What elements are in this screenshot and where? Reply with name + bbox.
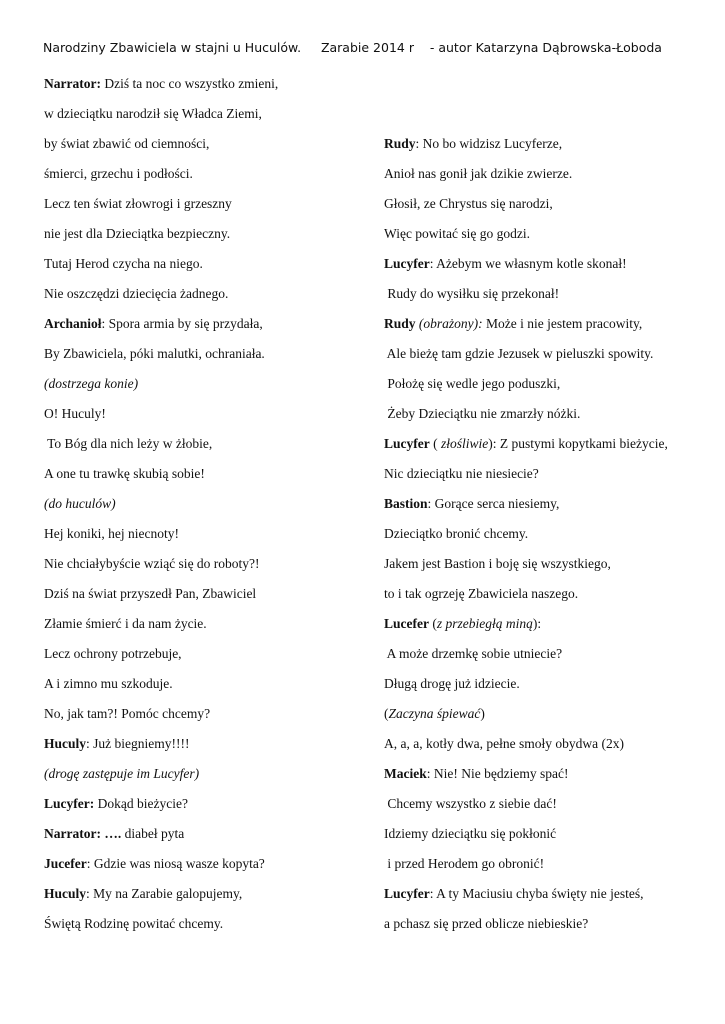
script-line: [384, 794, 714, 824]
script-line: [384, 104, 714, 134]
line-text: (: [429, 436, 441, 451]
speaker-name: Lucyfer: [384, 886, 430, 901]
script-line: [44, 344, 374, 374]
line-text: : Spora armia by się przydała,: [101, 316, 263, 331]
line-text: : Gorące serca niesiemy,: [427, 496, 560, 511]
line-text: Jakem jest Bastion i boję się wszystkiego,: [384, 556, 611, 571]
line-text: nie jest dla Dzieciątka bezpieczny.: [44, 226, 231, 241]
script-line: [384, 404, 714, 434]
line-text: A one tu trawkę skubią sobie!: [44, 466, 205, 481]
line-text: (: [428, 616, 437, 631]
speaker-name: Lucefer: [384, 616, 429, 631]
script-line: [44, 584, 374, 614]
script-line: [44, 884, 374, 914]
right-column: [384, 74, 714, 944]
script-line: [384, 314, 714, 344]
script-line: [44, 554, 374, 584]
script-line: [44, 404, 374, 434]
script-line: [44, 314, 374, 344]
line-text: Położę się wedle jego poduszki,: [384, 376, 561, 391]
script-line: [384, 584, 714, 614]
script-line: [44, 614, 374, 644]
line-text: a pchasz się przed oblicze niebieskie?: [384, 916, 589, 931]
line-text: śmierci, grzechu i podłości.: [44, 166, 193, 181]
line-text: Może i nie jestem pracowity,: [482, 316, 643, 331]
script-line: [384, 614, 714, 644]
line-text: ): [480, 706, 485, 721]
speaker-name: Huculy: [44, 736, 87, 751]
speaker-name: Rudy: [384, 136, 416, 151]
script-line: [44, 734, 374, 764]
script-line: [44, 794, 374, 824]
line-text: Złamie śmierć i da nam życie.: [44, 616, 207, 631]
script-line: [384, 734, 714, 764]
speaker-name: Lucyfer:: [44, 796, 95, 811]
stage-direction: złośliwie: [440, 436, 489, 451]
script-line: [44, 254, 374, 284]
script-line: [44, 494, 374, 524]
script-line: [44, 854, 374, 884]
line-text: A i zimno mu szkoduje.: [44, 676, 173, 691]
line-text: Ale bieżę tam gdzie Jezusek w pieluszki spowity.: [384, 346, 654, 361]
speaker-name: Bastion: [384, 496, 428, 511]
line-text: to i tak ogrzeję Zbawiciela naszego.: [384, 586, 579, 601]
script-line: [384, 494, 714, 524]
line-text: Chcemy wszystko z siebie dać!: [384, 796, 557, 811]
line-text: ): Z pustymi kopytkami bieżycie,: [488, 436, 668, 451]
script-line: [44, 824, 374, 854]
line-text: Nic dzieciątku nie niesiecie?: [384, 466, 539, 481]
script-line: [44, 704, 374, 734]
line-text: w dzieciątku narodził się Władca Ziemi,: [44, 106, 262, 121]
speaker-name: Archanioł: [44, 316, 102, 331]
line-text: ):: [532, 616, 542, 631]
speaker-name: Lucyfer: [384, 256, 430, 271]
script-line: [44, 104, 374, 134]
script-line: [44, 764, 374, 794]
stage-direction: Zaczyna śpiewać: [388, 706, 481, 721]
stage-direction: (dostrzega konie): [44, 376, 139, 391]
line-text: Długą drogę już idziecie.: [384, 676, 520, 691]
line-text: by świat zbawić od ciemności,: [44, 136, 210, 151]
speaker-name: Rudy: [384, 316, 416, 331]
speaker-name: Narrator: ….: [44, 826, 122, 841]
line-text: Hej koniki, hej niecnoty!: [44, 526, 179, 541]
line-text: Dziś na świat przyszedł Pan, Zbawiciel: [44, 586, 257, 601]
script-line: [384, 134, 714, 164]
line-text: Świętą Rodzinę powitać chcemy.: [44, 916, 224, 931]
speaker-name: Maciek: [384, 766, 427, 781]
script-line: [384, 254, 714, 284]
line-text: Nie chciałybyście wziąć się do roboty?!: [44, 556, 260, 571]
script-line: [44, 374, 374, 404]
line-text: Rudy do wysiłku się przekonał!: [384, 286, 560, 301]
line-text: i przed Herodem go obronić!: [384, 856, 545, 871]
script-line: [44, 644, 374, 674]
line-text: Głosił, ze Chrystus się narodzi,: [384, 196, 553, 211]
line-text: : My na Zarabie galopujemy,: [86, 886, 243, 901]
speaker-name: Jucefer: [44, 856, 87, 871]
line-text: No, jak tam?! Pomóc chcemy?: [44, 706, 211, 721]
script-line: [44, 524, 374, 554]
line-text: Dzieciątko bronić chcemy.: [384, 526, 529, 541]
line-text: (: [384, 706, 389, 721]
line-text: Lecz ochrony potrzebuje,: [44, 646, 182, 661]
line-text: Więc powitać się go godzi.: [384, 226, 531, 241]
stage-direction: (drogę zastępuje im Lucyfer): [44, 766, 200, 781]
script-line: [384, 524, 714, 554]
script-line: [384, 224, 714, 254]
line-text: Tutaj Herod czycha na niego.: [44, 256, 203, 271]
script-line: [44, 674, 374, 704]
line-text: To Bóg dla nich leży w żłobie,: [44, 436, 213, 451]
line-text: Dziś ta noc co wszystko zmieni,: [100, 76, 279, 91]
line-text: : Już biegniemy!!!!: [86, 736, 190, 751]
line-text: Dokąd bieżycie?: [94, 796, 188, 811]
script-line: [44, 134, 374, 164]
line-text: Idziemy dzieciątku się pokłonić: [384, 826, 557, 841]
script-line: [384, 554, 714, 584]
script-line: [384, 284, 714, 314]
script-line: [384, 764, 714, 794]
stage-direction: (obrażony):: [415, 316, 483, 331]
script-line: [384, 824, 714, 854]
script-line: [44, 434, 374, 464]
stage-direction: z przebiegłą miną: [436, 616, 533, 631]
line-text: : Nie! Nie będziemy spać!: [426, 766, 569, 781]
line-text: : No bo widzisz Lucyferze,: [415, 136, 563, 151]
script-line: [384, 674, 714, 704]
script-line: [44, 164, 374, 194]
script-line: [44, 224, 374, 254]
line-text: : Gdzie was niosą wasze kopyta?: [86, 856, 265, 871]
script-line: [44, 74, 374, 104]
script-line: [384, 374, 714, 404]
script-line: [384, 884, 714, 914]
line-text: diabeł pyta: [121, 826, 185, 841]
script-line: [384, 914, 714, 944]
line-text: : Ażebym we własnym kotle skonał!: [429, 256, 627, 271]
speaker-name: Lucyfer: [384, 436, 430, 451]
line-text: A może drzemkę sobie utniecie?: [384, 646, 563, 661]
stage-direction: (do huculów): [44, 496, 116, 511]
script-line: [384, 164, 714, 194]
speaker-name: Narrator:: [44, 76, 101, 91]
script-line: [384, 854, 714, 884]
script-line: [44, 284, 374, 314]
line-text: Żeby Dzieciątku nie zmarzły nóżki.: [384, 406, 581, 421]
line-text: A, a, a, kotły dwa, pełne smoły obydwa (2x): [384, 736, 624, 751]
speaker-name: Huculy: [44, 886, 87, 901]
line-text: By Zbawiciela, póki malutki, ochraniała.: [44, 346, 265, 361]
script-line: [384, 464, 714, 494]
script-line: [384, 704, 714, 734]
script-line: [384, 644, 714, 674]
script-line: [384, 434, 714, 464]
script-line: [384, 74, 714, 104]
line-text: Lecz ten świat złowrogi i grzeszny: [44, 196, 232, 211]
script-line: [384, 344, 714, 374]
script-line: [44, 464, 374, 494]
script-line: [384, 194, 714, 224]
left-column: [44, 74, 374, 944]
page-header: Narodziny Zbawiciela w stajni u Huculów. Zarabie 2014 r - autor Katarzyna Dąbrowska-Łoboda: [43, 40, 662, 55]
script-line: [44, 194, 374, 224]
line-text: : A ty Maciusiu chyba święty nie jesteś,: [429, 886, 644, 901]
line-text: Anioł nas gonił jak dzikie zwierze.: [384, 166, 573, 181]
script-line: [44, 914, 374, 944]
line-text: O! Huculy!: [44, 406, 106, 421]
line-text: Nie oszczędzi dziecięcia żadnego.: [44, 286, 229, 301]
